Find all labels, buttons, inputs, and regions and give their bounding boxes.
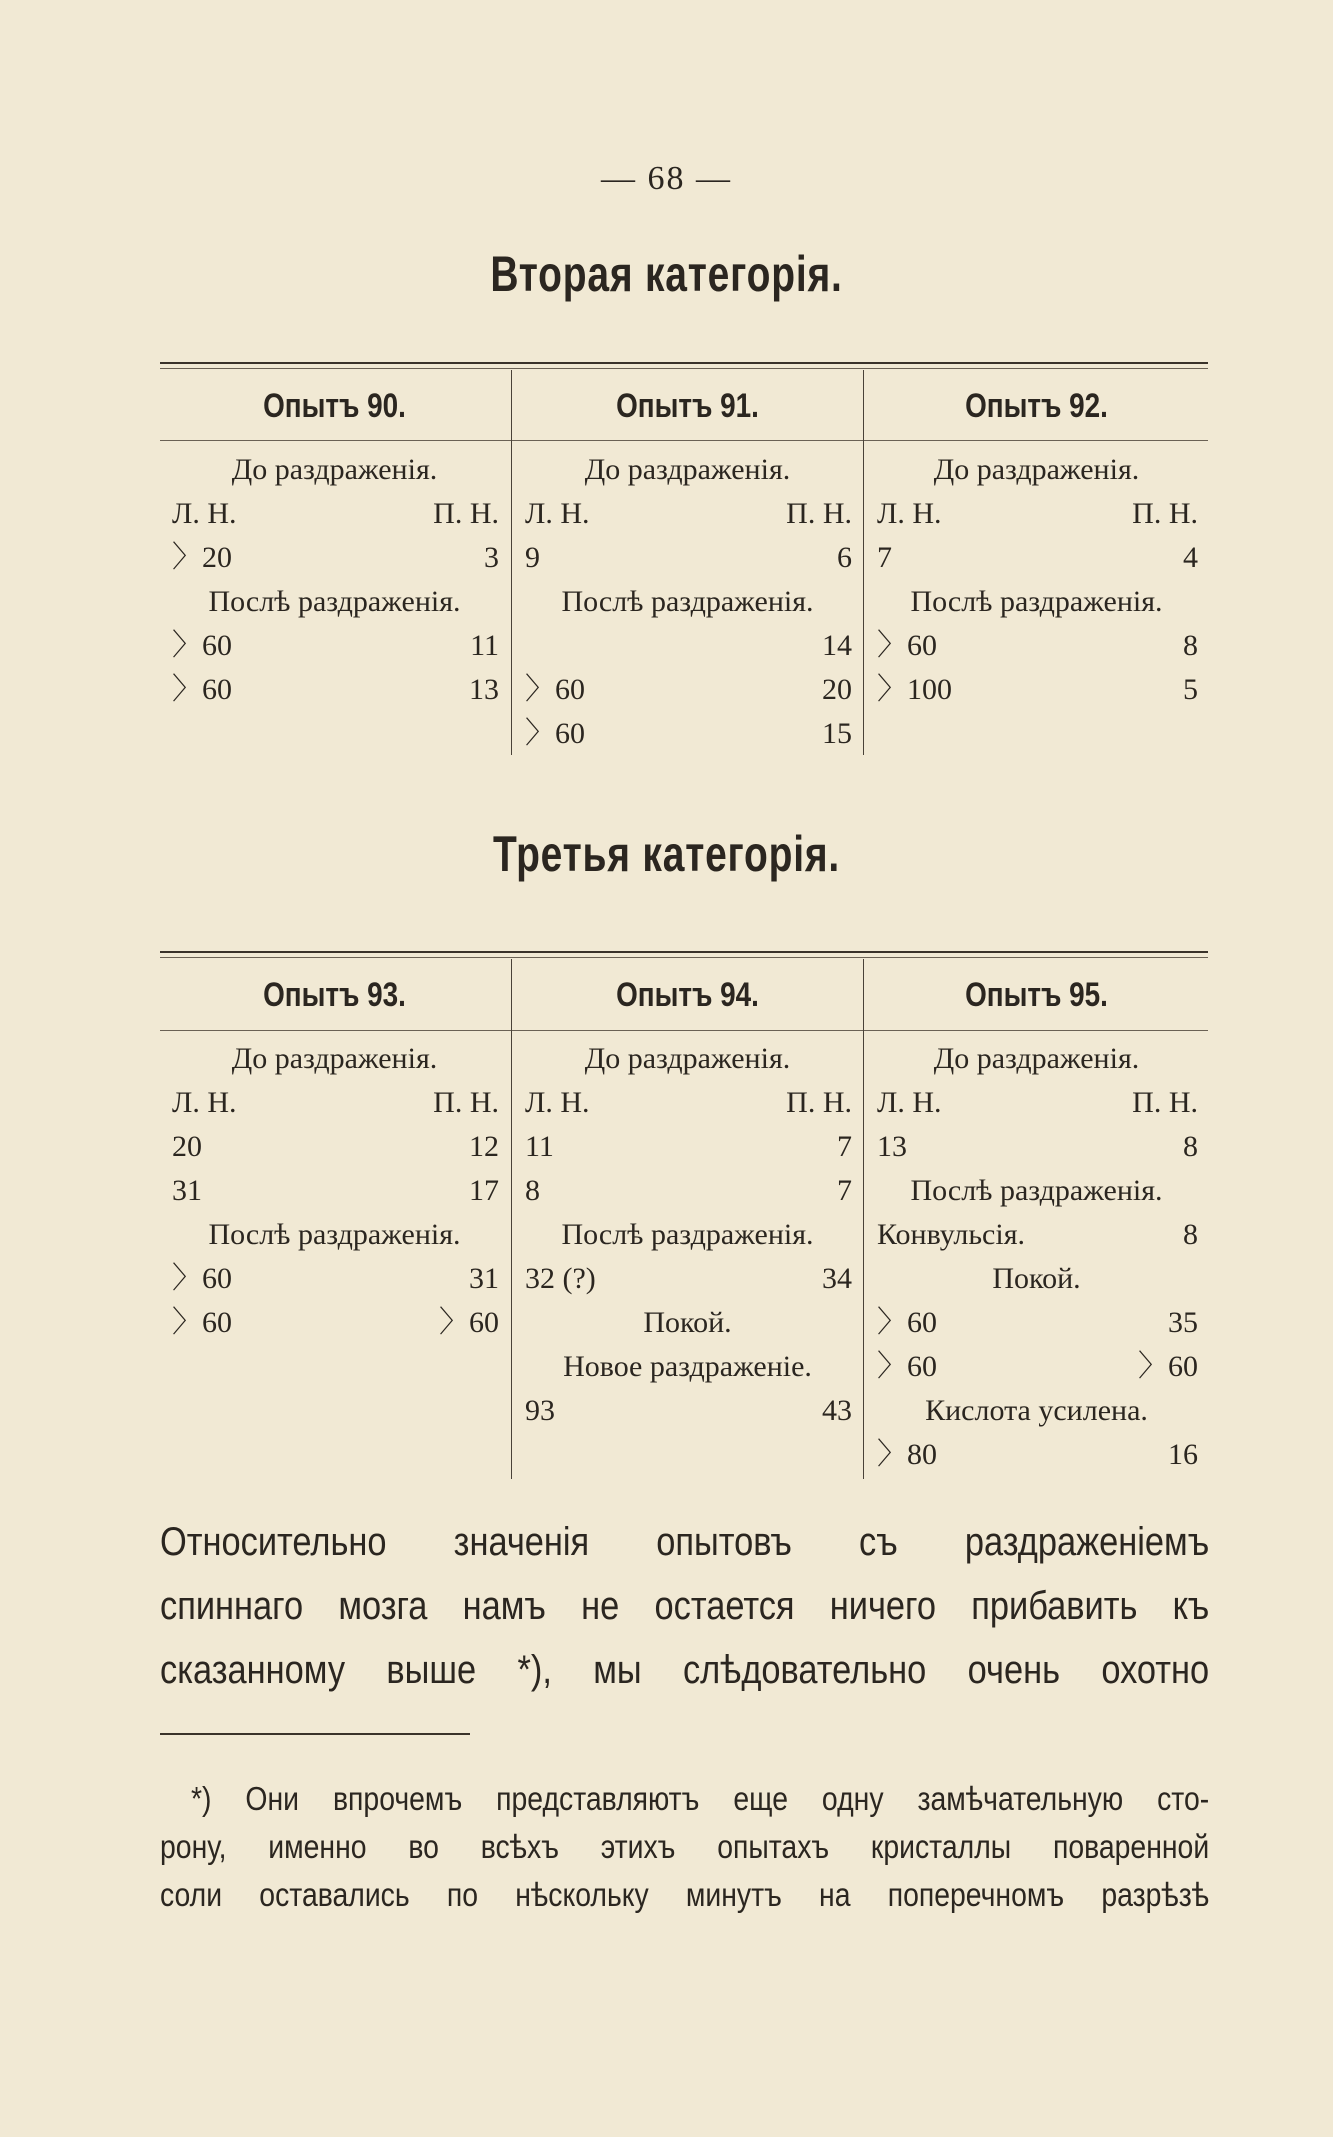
value-row	[865, 492, 1208, 536]
experiment-column	[513, 959, 862, 1427]
left-nerve-value: 31	[172, 1174, 202, 1207]
body-paragraph	[160, 1510, 1210, 1702]
right-nerve-value: 35	[1168, 1306, 1198, 1339]
table-top-rule	[160, 951, 1208, 953]
left-nerve-value: 8	[525, 1174, 540, 1207]
value-row	[513, 536, 862, 580]
table-top-rule-thin	[160, 957, 1208, 958]
row-label: Послѣ раздраженія.	[561, 585, 814, 618]
value-row	[160, 1125, 509, 1169]
row-label: Послѣ раздраженія.	[208, 1218, 461, 1251]
footnote-line: соли оставались по нѣскольку минутъ на поперечномъ разрѣзѣ	[160, 1876, 1210, 1913]
row-label: Покой.	[992, 1262, 1081, 1295]
value-row	[513, 1389, 862, 1433]
value-row	[160, 668, 509, 712]
right-nerve-value: 14	[822, 629, 852, 662]
left-nerve-value: Конвульсія.	[877, 1218, 1025, 1251]
column-separator	[511, 370, 512, 755]
value-row	[865, 1081, 1208, 1125]
value-row	[865, 668, 1208, 712]
left-nerve-value: 13	[877, 1130, 907, 1163]
experiment-column	[160, 370, 509, 706]
experiment-column	[160, 959, 509, 1339]
value-row	[513, 624, 862, 668]
row-label: Послѣ раздраженія.	[910, 1174, 1163, 1207]
left-nerve-value: 〉60	[172, 1262, 232, 1295]
right-nerve-value: П. Н.	[1132, 497, 1198, 530]
right-nerve-value: 5	[1183, 673, 1198, 706]
experiments-table-section2	[160, 370, 1208, 770]
left-nerve-value: 〉20	[172, 541, 232, 574]
right-nerve-value: 6	[837, 541, 852, 574]
experiment-header: Опытъ 93.	[263, 976, 406, 1014]
value-row	[865, 1345, 1208, 1389]
row-label: Послѣ раздраженія.	[208, 585, 461, 618]
left-nerve-value: 〉60	[172, 673, 232, 706]
left-nerve-value: 〉60	[172, 629, 232, 662]
right-nerve-value: П. Н.	[433, 497, 499, 530]
left-nerve-value: Л. Н.	[525, 1086, 590, 1119]
left-nerve-value: 9	[525, 541, 540, 574]
right-nerve-value: 8	[1183, 1218, 1198, 1251]
left-nerve-value: 32 (?)	[525, 1262, 596, 1295]
right-nerve-value: 16	[1168, 1438, 1198, 1471]
row-label: Послѣ раздраженія.	[561, 1218, 814, 1251]
right-nerve-value: 11	[470, 629, 499, 662]
experiment-column	[865, 959, 1208, 1471]
right-nerve-value: П. Н.	[786, 1086, 852, 1119]
value-row	[865, 536, 1208, 580]
right-nerve-value: 20	[822, 673, 852, 706]
footnote-line: *) Они впрочемъ представляютъ еще одну замѣчательную сто-	[190, 1780, 1210, 1817]
left-nerve-value: 〉60	[877, 1350, 937, 1383]
value-row	[160, 536, 509, 580]
left-nerve-value: 〉100	[877, 673, 952, 706]
left-nerve-value: 93	[525, 1394, 555, 1427]
row-label: До раздраженія.	[584, 1042, 791, 1075]
row-label: До раздраженія.	[584, 453, 791, 486]
left-nerve-value: Л. Н.	[172, 497, 237, 530]
row-label: До раздраженія.	[231, 1042, 438, 1075]
left-nerve-value: Л. Н.	[877, 497, 942, 530]
table-top-rule	[160, 362, 1208, 364]
right-nerve-value: 13	[469, 673, 499, 706]
right-nerve-value: 34	[822, 1262, 852, 1295]
right-nerve-value: 17	[469, 1174, 499, 1207]
value-row	[160, 1301, 509, 1345]
left-nerve-value: 11	[525, 1130, 554, 1163]
left-nerve-value: 〉60	[172, 1306, 232, 1339]
experiment-header: Опытъ 94.	[616, 976, 759, 1014]
footnote-line: рону, именно во всѣхъ этихъ опытахъ кристаллы поваренной	[160, 1828, 1210, 1865]
experiments-table-section3	[160, 959, 1208, 1489]
value-row	[160, 1169, 509, 1213]
right-nerve-value: 15	[822, 717, 852, 750]
left-nerve-value: 20	[172, 1130, 202, 1163]
row-label: Покой.	[643, 1306, 732, 1339]
right-nerve-value: 7	[837, 1130, 852, 1163]
column-separator	[863, 959, 864, 1479]
right-nerve-value: 31	[469, 1262, 499, 1295]
row-label: До раздраженія.	[231, 453, 438, 486]
value-row	[513, 1125, 862, 1169]
footnote	[160, 1775, 1210, 1919]
table-top-rule-thin	[160, 368, 1208, 369]
value-row	[160, 492, 509, 536]
column-separator	[511, 959, 512, 1479]
left-nerve-value: 〉80	[877, 1438, 937, 1471]
value-row	[513, 712, 862, 756]
row-label: До раздраженія.	[933, 453, 1140, 486]
right-nerve-value: П. Н.	[433, 1086, 499, 1119]
value-row	[513, 668, 862, 712]
page-number: — 68 —	[601, 160, 732, 197]
value-row	[513, 492, 862, 536]
right-nerve-value: 12	[469, 1130, 499, 1163]
value-row	[865, 1213, 1208, 1257]
value-row	[160, 624, 509, 668]
right-nerve-value: 4	[1183, 541, 1198, 574]
value-row	[865, 624, 1208, 668]
left-nerve-value: 〉60	[877, 629, 937, 662]
column-separator	[863, 370, 864, 755]
right-nerve-value: 43	[822, 1394, 852, 1427]
value-row	[865, 1433, 1208, 1477]
left-nerve-value: Л. Н.	[525, 497, 590, 530]
value-row	[865, 1125, 1208, 1169]
right-nerve-value: 〉60	[1138, 1350, 1198, 1383]
experiment-column	[865, 370, 1208, 706]
value-row	[513, 1169, 862, 1213]
section-heading-third-category: Третья категорія.	[492, 826, 841, 882]
value-row	[160, 1257, 509, 1301]
right-nerve-value: П. Н.	[1132, 1086, 1198, 1119]
paragraph-line: сказанному выше *), мы слѣдовательно очень охотно	[160, 1648, 1210, 1692]
experiment-header: Опытъ 90.	[263, 387, 406, 425]
right-nerve-value: 7	[837, 1174, 852, 1207]
right-nerve-value: 3	[484, 541, 499, 574]
left-nerve-value: Л. Н.	[877, 1086, 942, 1119]
paragraph-line: спиннаго мозга намъ не остается ничего прибавить къ	[160, 1584, 1210, 1628]
value-row	[160, 1081, 509, 1125]
experiment-header: Опытъ 91.	[616, 387, 759, 425]
row-label: Новое раздраженіе.	[563, 1350, 812, 1383]
value-row	[865, 1301, 1208, 1345]
left-nerve-value: 〉60	[525, 673, 585, 706]
left-nerve-value: 7	[877, 541, 892, 574]
left-nerve-value: 〉60	[525, 717, 585, 750]
right-nerve-value: 〉60	[439, 1306, 499, 1339]
row-label: До раздраженія.	[933, 1042, 1140, 1075]
value-row	[513, 1081, 862, 1125]
right-nerve-value: 8	[1183, 629, 1198, 662]
right-nerve-value: П. Н.	[786, 497, 852, 530]
experiment-header: Опытъ 92.	[965, 387, 1108, 425]
left-nerve-value: Л. Н.	[172, 1086, 237, 1119]
left-nerve-value: 〉60	[877, 1306, 937, 1339]
experiment-header: Опытъ 95.	[965, 976, 1108, 1014]
right-nerve-value: 8	[1183, 1130, 1198, 1163]
row-label: Кислота усилена.	[925, 1394, 1148, 1427]
footnote-rule	[160, 1733, 470, 1735]
experiment-column	[513, 370, 862, 750]
paragraph-line: Относительно значенія опытовъ съ раздраженіемъ	[160, 1520, 1210, 1564]
section-heading-second-category: Вторая категорія.	[490, 246, 843, 302]
row-label: Послѣ раздраженія.	[910, 585, 1163, 618]
value-row	[513, 1257, 862, 1301]
